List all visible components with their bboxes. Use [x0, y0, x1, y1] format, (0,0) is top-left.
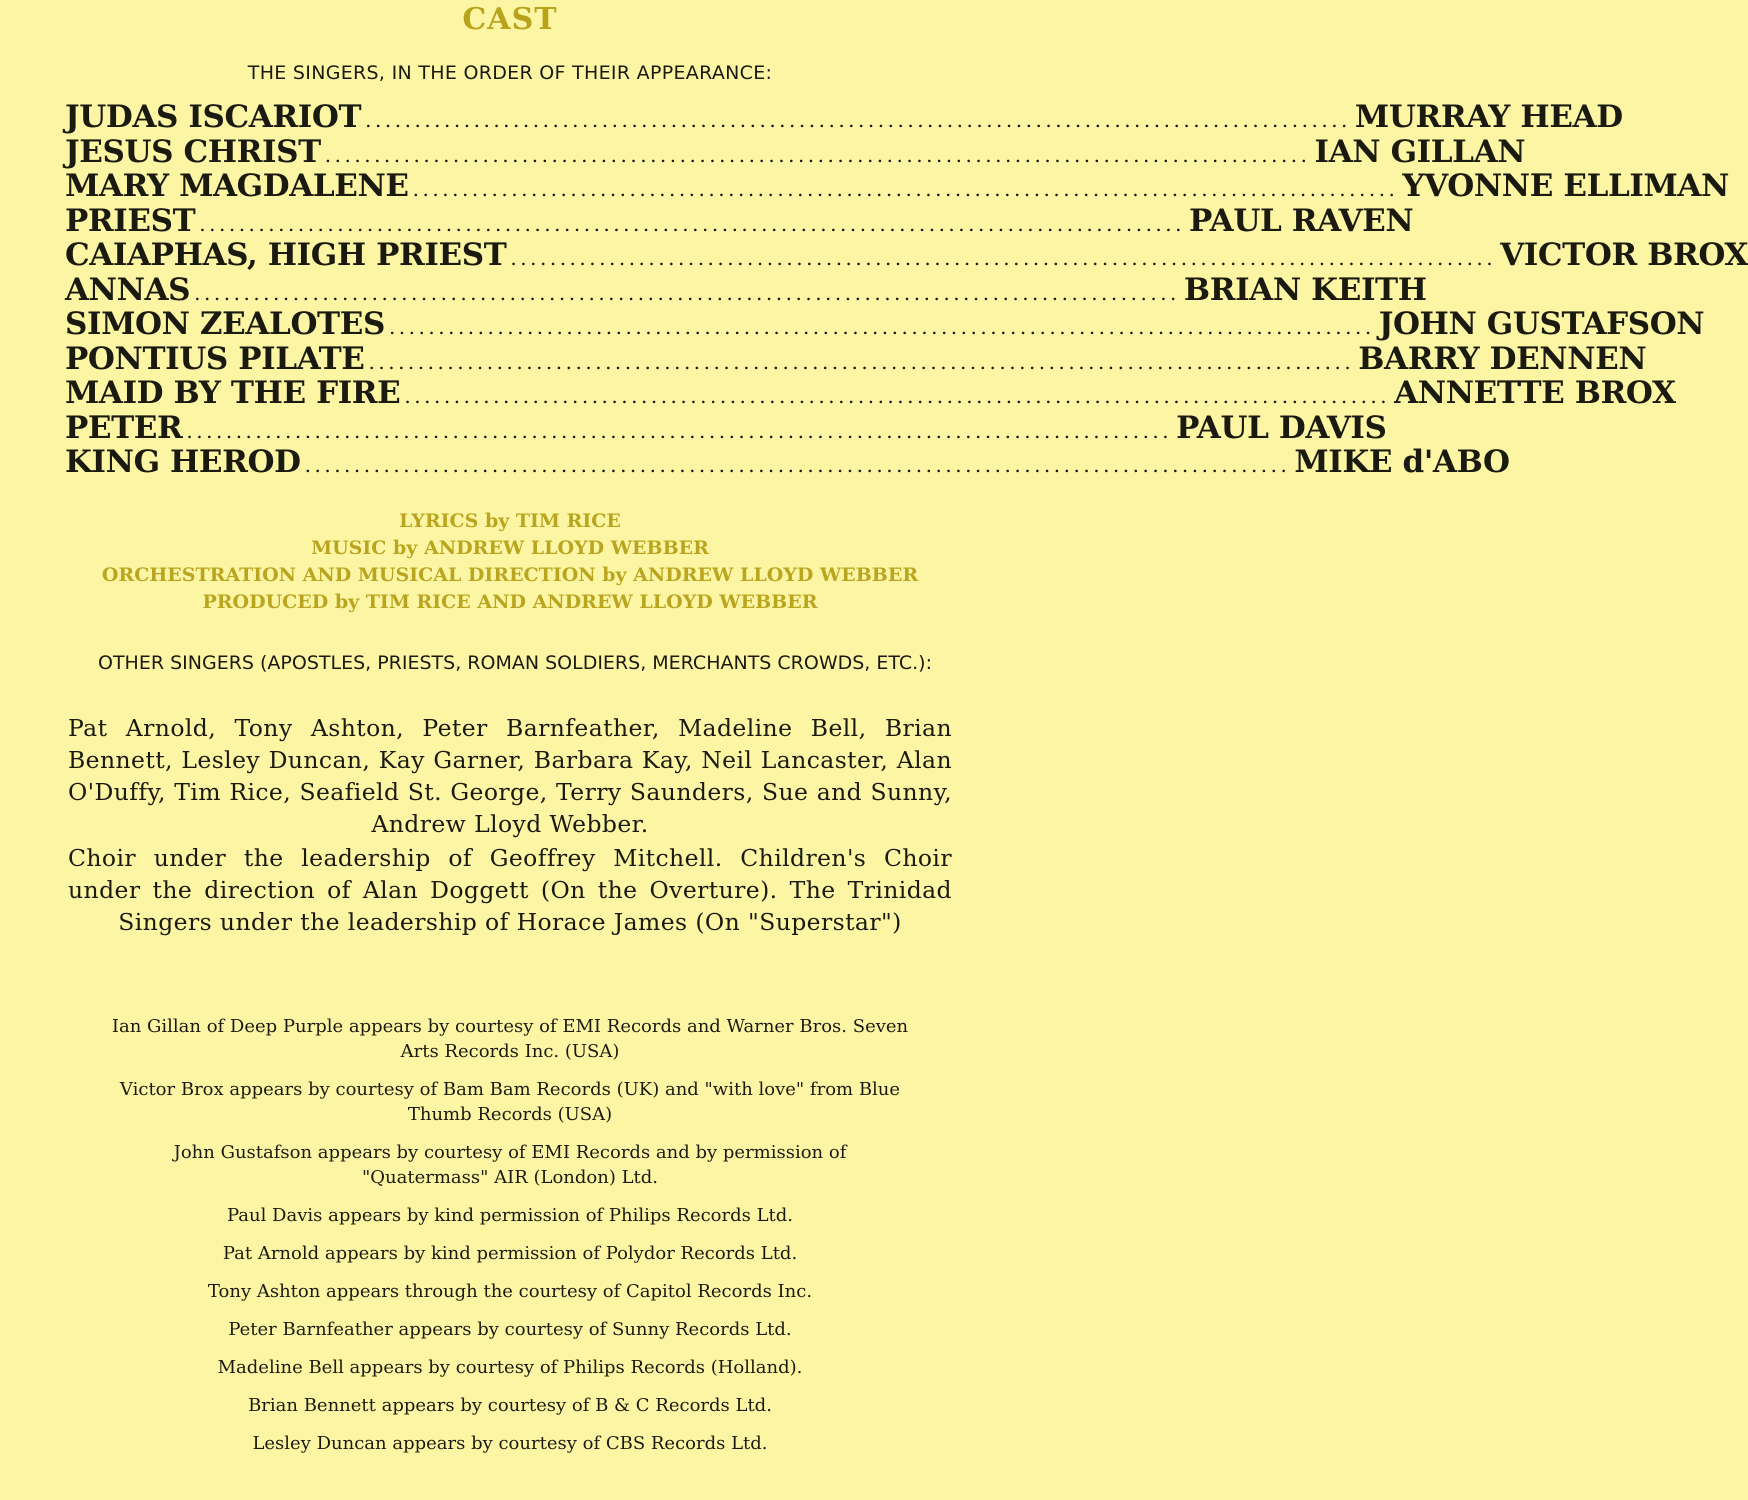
dot-leader: .................................................................................................... — [304, 453, 1291, 477]
credit-line: PRODUCED by TIM RICE AND ANDREW LLOYD WEBBER — [202, 591, 818, 613]
other-singers-names: Pat Arnold, Tony Ashton, Peter Barnfeather, Madeline Bell, Brian Bennett, Lesley Duncan, Kay Garner, Barbara Kay, Neil Lancaster, Alan O'Duffy, Tim Rice, Seafield St. George, Terry Saunders, Sue and Sunny, Andrew Lloyd Webber. — [68, 714, 952, 838]
dot-leader: .................................................................................................... — [388, 315, 1375, 339]
cast-actor: JOHN GUSTAFSON — [1378, 306, 1705, 342]
cast-row — [65, 375, 1676, 411]
cast-row — [65, 133, 1526, 170]
dot-leader: .................................................................................................... — [186, 418, 1173, 443]
cast-role: PRIEST — [65, 202, 196, 239]
courtesy-notice: Victor Brox appears by courtesy of Bam Bam Records (UK) and "with love" from Blue Thumb Records (USA) — [119, 1079, 901, 1125]
cast-actor: IAN GILLAN — [1314, 133, 1526, 170]
cast-actor: PAUL DAVIS — [1176, 409, 1387, 446]
cast-list — [65, 99, 1748, 480]
courtesy-notice: Lesley Duncan appears by courtesy of CBS Records Ltd. — [252, 1433, 768, 1454]
cast-role: MAID BY THE FIRE — [65, 375, 401, 411]
cast-row — [65, 202, 1414, 239]
courtesy-notice: John Gustafson appears by courtesy of EMI Records and by permission of "Quatermass" AIR (London) Ltd. — [173, 1142, 847, 1188]
cast-role: KING HEROD — [65, 444, 301, 480]
dot-leader: .................................................................................................... — [412, 177, 1399, 201]
dot-leader: .................................................................................................... — [510, 246, 1497, 270]
cast-role: ANNAS — [65, 271, 191, 308]
courtesy-notice: Peter Barnfeather appears by courtesy of Sunny Records Ltd. — [228, 1319, 792, 1340]
courtesy-notice: Paul Davis appears by kind permission of Philips Records Ltd. — [226, 1205, 794, 1226]
courtesy-notice: Tony Ashton appears through the courtesy of Capitol Records Inc. — [207, 1281, 813, 1302]
cast-role: SIMON ZEALOTES — [65, 306, 385, 342]
cast-row — [65, 340, 1647, 377]
cast-actor: BRIAN KEITH — [1183, 271, 1427, 308]
courtesy-notices — [110, 1014, 910, 1469]
courtesy-notice: Ian Gillan of Deep Purple appears by courtesy of EMI Records and Warner Bros. Seven Arts Records Inc. (USA) — [111, 1016, 909, 1062]
cast-row — [65, 271, 1427, 308]
cast-row — [65, 306, 1705, 342]
cast-row — [65, 168, 1729, 204]
cast-actor: ANNETTE BROX — [1394, 375, 1676, 411]
cast-role: MARY MAGDALENE — [65, 168, 409, 204]
production-credits — [0, 508, 1020, 616]
credit-line: LYRICS by TIM RICE — [399, 510, 621, 532]
cast-subtitle: THE SINGERS, IN THE ORDER OF THEIR APPEARANCE: — [247, 62, 773, 84]
cast-actor: BARRY DENNEN — [1358, 340, 1647, 377]
cast-actor: PAUL RAVEN — [1189, 202, 1414, 239]
courtesy-notice: Madeline Bell appears by courtesy of Philips Records (Holland). — [217, 1357, 803, 1378]
other-singers-heading: OTHER SINGERS (APOSTLES, PRIESTS, ROMAN SOLDIERS, MERCHANTS CROWDS, ETC.): — [98, 652, 932, 674]
page-title: CAST — [462, 2, 558, 37]
cast-role: JESUS CHRIST — [65, 133, 321, 170]
courtesy-notice: Pat Arnold appears by kind permission of Polydor Records Ltd. — [222, 1243, 798, 1264]
cast-role: CAIAPHAS, HIGH PRIEST — [65, 237, 507, 273]
courtesy-notice: Brian Bennett appears by courtesy of B & C Records Ltd. — [248, 1395, 772, 1416]
dot-leader: .................................................................................................... — [194, 280, 1180, 305]
dot-leader: .................................................................................................... — [199, 211, 1186, 236]
cast-row — [65, 409, 1387, 446]
dot-leader: .................................................................................................... — [324, 142, 1311, 167]
cast-role: PETER — [65, 409, 183, 446]
cast-row — [65, 444, 1510, 480]
cast-row — [65, 237, 1748, 273]
dot-leader: .................................................................................................... — [365, 108, 1351, 132]
cast-row — [65, 99, 1623, 135]
dot-leader: .................................................................................................... — [368, 349, 1355, 374]
cast-actor: VICTOR BROX — [1500, 237, 1748, 273]
credit-line: MUSIC by ANDREW LLOYD WEBBER — [311, 537, 709, 559]
cast-actor: MIKE d'ABO — [1294, 444, 1510, 480]
cast-role: PONTIUS PILATE — [65, 340, 365, 377]
cast-actor: MURRAY HEAD — [1354, 99, 1623, 135]
choir-credits: Choir under the leadership of Geoffrey Mitchell. Children's Choir under the direction of Alan Doggett (On the Overture). The Trinidad Singers under the leadership of Horace James (On "Superstar") — [68, 844, 952, 936]
cast-actor: YVONNE ELLIMAN — [1402, 168, 1729, 204]
credit-line: ORCHESTRATION AND MUSICAL DIRECTION by ANDREW LLOYD WEBBER — [101, 564, 919, 586]
cast-role: JUDAS ISCARIOT — [65, 99, 362, 135]
dot-leader: .................................................................................................... — [404, 384, 1391, 408]
